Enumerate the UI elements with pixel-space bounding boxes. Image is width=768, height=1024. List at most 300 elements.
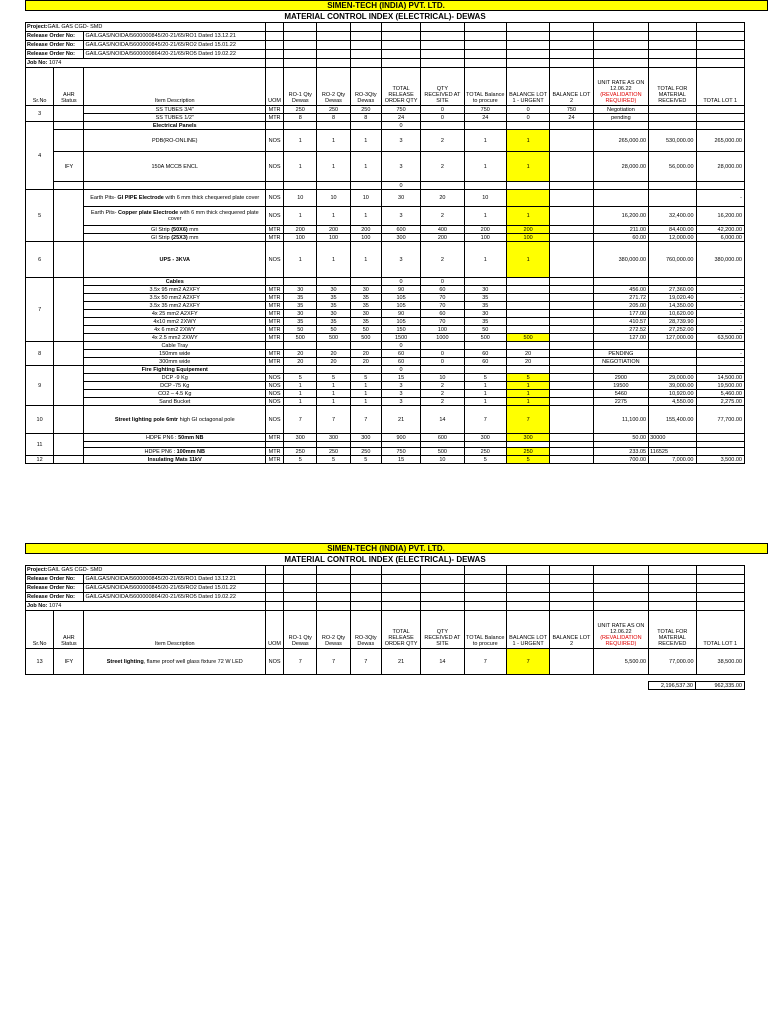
cell-description: SS TUBES 3/4"	[84, 106, 266, 114]
desc-prefix: Earth Pits-	[90, 195, 118, 201]
cell-lot1: 0	[506, 106, 549, 114]
col-balance-lot2: BALANCE LOT 2	[550, 68, 593, 106]
cell-uom: MTR	[266, 334, 284, 342]
cell-unit-rate: 5,500.00	[593, 649, 648, 675]
cell-ro3: 1	[350, 152, 381, 182]
cell-total-lot1: 38,500.00	[696, 649, 745, 675]
table-row	[26, 326, 745, 334]
cell-ro2: 1	[317, 382, 350, 390]
cell-total-received: 4,550.00	[649, 398, 696, 406]
cell-unit-rate: 127.00	[593, 334, 648, 342]
cell-ro2: 1	[317, 390, 350, 398]
cell-total-release: 1500	[381, 334, 420, 342]
sheet-title: MATERIAL CONTROL INDEX (ELECTRICAL)- DEWAS	[284, 12, 486, 21]
cell-qty-received: 2	[421, 382, 464, 390]
cell-ahr: IFY	[54, 152, 84, 182]
col-ro3: RO-3Qty Dewas	[350, 68, 381, 106]
cell-uom: NOS	[266, 130, 284, 152]
table-row	[26, 190, 745, 207]
table-row	[26, 278, 745, 286]
cell-qty-received: 2	[421, 390, 464, 398]
release-order-value: GAILGAS/NOIDA/5600000845/20-21/65/RO1 Dated 13.12.21	[84, 575, 266, 584]
cell-total-received: 12,000.00	[649, 234, 696, 242]
cell-total-lot1: 3,500.00	[696, 456, 745, 464]
cell-total-release: 3	[381, 130, 420, 152]
cell-lot1: 1	[506, 242, 549, 278]
cell-total-balance: 30	[464, 286, 506, 294]
col-description: Item Description	[84, 611, 266, 649]
cell-ro1: 1	[284, 390, 317, 398]
col-total-received: TOTAL FOR MATERIAL RECEIVED	[649, 68, 696, 106]
cell-total-release: 21	[381, 649, 420, 675]
cell-srno: 9	[26, 366, 54, 406]
cell-unit-rate: 272.52	[593, 326, 648, 334]
cell-uom: MTR	[266, 294, 284, 302]
cell-uom: MTR	[266, 310, 284, 318]
cell-lot1: 100	[506, 234, 549, 242]
cell-total-balance: 35	[464, 302, 506, 310]
cell-unit-rate: 233.05	[593, 448, 648, 456]
release-order-value: GAILGAS/NOIDA/5600000845/20-21/65/RO2 Dated 15.01.22	[84, 584, 266, 593]
sheet-title: MATERIAL CONTROL INDEX (ELECTRICAL)- DEWAS	[284, 555, 486, 564]
job-label: Job No:	[27, 603, 48, 609]
cell-uom: NOS	[266, 207, 284, 226]
cell-ro1: 250	[284, 448, 317, 456]
cell-uom: MTR	[266, 456, 284, 464]
cell-qty-received: 100	[421, 326, 464, 334]
cell-qty-received: 0	[421, 350, 464, 358]
cell-total-balance: 250	[464, 448, 506, 456]
cell-qty-received: 2	[421, 398, 464, 406]
company-name: SIMEN-TECH (INDIA) PVT. LTD.	[327, 1, 445, 10]
cell-uom: MTR	[266, 318, 284, 326]
cell-lot1: 0	[506, 114, 549, 122]
cell-total-received: 77,000.00	[649, 649, 696, 675]
cell-srno: 7	[26, 278, 54, 342]
cell-qty-received: 70	[421, 318, 464, 326]
cell-total-lot1: 63,500.00	[696, 334, 745, 342]
cell-unit-rate: NEGOTIATION	[593, 358, 648, 366]
column-header-row	[26, 68, 745, 106]
col-uom: UOM	[266, 68, 284, 106]
release-order-label: Release Order No:	[26, 584, 84, 593]
cell-total-received: 30000	[649, 434, 696, 442]
cell-ro2: 250	[317, 106, 350, 114]
cell-total-release: 600	[381, 226, 420, 234]
cell-unit-rate: pending	[593, 114, 648, 122]
table-row	[26, 114, 745, 122]
cell-lot1: 250	[506, 448, 549, 456]
cell-total-balance: 1	[464, 382, 506, 390]
cell-unit-rate: 19500	[593, 382, 648, 390]
cell-total-release: 900	[381, 434, 420, 442]
project-label: Project:	[27, 567, 48, 573]
cell-unit-rate: 50.00	[593, 434, 648, 442]
cell-unit-rate: 700.00	[593, 456, 648, 464]
cell-unit-rate: 177.00	[593, 310, 648, 318]
cell-total-lot1: 28,000.00	[696, 152, 745, 182]
cell-unit-rate: 5460	[593, 390, 648, 398]
cell-unit-rate: 456.00	[593, 286, 648, 294]
cell-total-received: 530,000.00	[649, 130, 696, 152]
table-row	[26, 106, 745, 114]
table-row	[26, 366, 745, 374]
cell-description: Sand Bucket	[84, 398, 266, 406]
cell-qty-received: 200	[421, 234, 464, 242]
cell-total-lot1: 2,275.00	[696, 398, 745, 406]
cell-qty-received: 2	[421, 152, 464, 182]
cell-unit-rate: 410.57	[593, 318, 648, 326]
cell-qty-received: 10	[421, 374, 464, 382]
cell-total-received: 116525	[649, 448, 696, 456]
cell-ro3: 250	[350, 448, 381, 456]
cell-uom: MTR	[266, 448, 284, 456]
title-row	[25, 11, 768, 22]
release-order-row	[26, 32, 745, 41]
release-order-value: GAILGAS/NOIDA/5600000864/20-21/65/RO5 Dated 19.02.22	[84, 50, 266, 59]
column-header-row	[26, 611, 745, 649]
cell-uom: NOS	[266, 382, 284, 390]
desc-suffix: mm	[187, 226, 199, 233]
cell-uom: NOS	[266, 398, 284, 406]
cell-total-lot1: -	[696, 190, 745, 207]
cell-ro2: 1	[317, 152, 350, 182]
cell-description: SS TUBES 1/2"	[84, 114, 266, 122]
table-row	[26, 242, 745, 278]
cell-total-received: 84,400.00	[649, 226, 696, 234]
col-total-balance: TOTAL Balance to procure	[464, 68, 506, 106]
cell-ro1: 8	[284, 114, 317, 122]
cell-qty-received: 400	[421, 226, 464, 234]
cell-uom: NOS	[266, 390, 284, 398]
cell-ro2: 1	[317, 242, 350, 278]
cell-ro3: 35	[350, 302, 381, 310]
cell-qty-received: 20	[421, 190, 464, 207]
job-row	[26, 59, 745, 68]
cell-qty-received: 2	[421, 207, 464, 226]
cell-srno: 11	[26, 434, 54, 456]
cell-total-lot1: -	[696, 302, 745, 310]
cell-ro3: 50	[350, 326, 381, 334]
cell-lot2: 24	[550, 114, 593, 122]
cell-lot1: 7	[506, 649, 549, 675]
cell-ro1: 100	[284, 234, 317, 242]
project-value: GAIL GAS CGD- SMD	[47, 567, 103, 573]
cell-ro3: 7	[350, 406, 381, 434]
cell-description	[84, 226, 266, 234]
cell-ro3: 20	[350, 350, 381, 358]
cell-ro2: 200	[317, 226, 350, 234]
material-index-table	[25, 22, 745, 464]
material-index-table	[25, 565, 745, 675]
cell-unit-rate: 2900	[593, 374, 648, 382]
cell-total-balance: 300	[464, 434, 506, 442]
release-order-label: Release Order No:	[26, 593, 84, 602]
table-row	[26, 350, 745, 358]
cell-description: PDB(RO-ONLINE)	[84, 130, 266, 152]
cell-unit-rate: 28,000.00	[593, 152, 648, 182]
cell-total-lot1: -	[696, 358, 745, 366]
cell-ro2: 20	[317, 350, 350, 358]
cell-ro2: 50	[317, 326, 350, 334]
col-srno: Sr.No	[26, 611, 54, 649]
cell-ro1: 30	[284, 310, 317, 318]
cell-qty-received: 2	[421, 242, 464, 278]
cell-total-release: 60	[381, 358, 420, 366]
cell-ro3: 7	[350, 649, 381, 675]
cell-description: 3.5x 35 mm2 A2XFY	[84, 302, 266, 310]
cell-total-release: 3	[381, 152, 420, 182]
table-row	[26, 398, 745, 406]
cell-total-received: 32,400.00	[649, 207, 696, 226]
cell-ro2: 30	[317, 310, 350, 318]
cell-ro1: 500	[284, 334, 317, 342]
cell-lot1: 300	[506, 434, 549, 442]
cell-total-balance: 50	[464, 326, 506, 334]
col-ro2: RO-2 Qty Dewas	[317, 68, 350, 106]
cell-unit-rate: 380,000.00	[593, 242, 648, 278]
release-order-row	[26, 575, 745, 584]
table-row	[26, 382, 745, 390]
cell-lot1: 1	[506, 152, 549, 182]
release-order-label: Release Order No:	[26, 32, 84, 41]
cell-qty-received: 0	[421, 278, 464, 286]
desc-bold: Street lighting	[106, 658, 144, 665]
cell-ro1: 1	[284, 382, 317, 390]
release-order-label: Release Order No:	[26, 575, 84, 584]
table-row	[26, 406, 745, 434]
cell-description: 150mm wide	[84, 350, 266, 358]
cell-description	[84, 406, 266, 434]
desc-bold: Copper plate Electrode	[118, 210, 179, 216]
cell-total-balance: 750	[464, 106, 506, 114]
cell-total-release: 15	[381, 456, 420, 464]
cell-uom: NOS	[266, 406, 284, 434]
unit-rate-label: UNIT RATE AS ON 12.06.22	[597, 623, 645, 635]
cell-srno: 5	[26, 190, 54, 242]
cell-total-received: 14,350.00	[649, 302, 696, 310]
col-uom: UOM	[266, 611, 284, 649]
cell-total-received: 56,000.00	[649, 152, 696, 182]
project-label: Project:	[27, 24, 48, 30]
revalidation-note: (REVALIDATION REQUIRED)	[600, 92, 642, 104]
cell-total-release: 105	[381, 302, 420, 310]
cell-ro3: 1	[350, 390, 381, 398]
company-header-bar	[25, 0, 768, 11]
col-ro1: RO-1 Qty Dewas	[284, 611, 317, 649]
cell-total-balance: 500	[464, 334, 506, 342]
cell-ro2: 100	[317, 234, 350, 242]
cell-ro1: 10	[284, 190, 317, 207]
cell-total-release: 750	[381, 106, 420, 114]
cell-unit-rate: 265,000.00	[593, 130, 648, 152]
cell-ro3: 30	[350, 286, 381, 294]
desc-prefix: GI Strip	[151, 234, 172, 241]
grand-total-lot1: 962,335.00	[695, 681, 745, 690]
cell-description	[84, 190, 266, 207]
company-name: SIMEN-TECH (INDIA) PVT. LTD.	[327, 544, 445, 553]
cell-qty-received: 60	[421, 310, 464, 318]
cell-total-balance: 30	[464, 310, 506, 318]
cell-total-lot1: 5,460.00	[696, 390, 745, 398]
cell-total-release: 15	[381, 374, 420, 382]
cell-ro3: 5	[350, 374, 381, 382]
cell-ro2: 10	[317, 190, 350, 207]
cell-description: Insulating Mats 11kV	[84, 456, 266, 464]
cell-ro1: 30	[284, 286, 317, 294]
cell-srno: 4	[26, 122, 54, 190]
cell-description: 4x10 mm2 2XWY	[84, 318, 266, 326]
cell-qty-received: 600	[421, 434, 464, 442]
sheet-1	[25, 0, 768, 464]
title-row	[25, 554, 768, 565]
cell-uom: MTR	[266, 326, 284, 334]
table-row	[26, 182, 745, 190]
cell-uom: NOS	[266, 190, 284, 207]
cell-total-balance: 1	[464, 207, 506, 226]
table-row	[26, 122, 745, 130]
cell-uom: MTR	[266, 302, 284, 310]
cell-ro3: 200	[350, 226, 381, 234]
cell-total-lot1: 6,000.00	[696, 234, 745, 242]
cell-qty-received: 500	[421, 448, 464, 456]
table-row	[26, 390, 745, 398]
cell-total-release: 3	[381, 382, 420, 390]
table-row	[26, 374, 745, 382]
cell-description	[84, 207, 266, 226]
cell-ro3: 500	[350, 334, 381, 342]
cell-ro2: 7	[317, 406, 350, 434]
cell-total-release: 150	[381, 326, 420, 334]
cell-lot1: 200	[506, 226, 549, 234]
desc-suffix: mm	[187, 234, 199, 241]
table-row	[26, 302, 745, 310]
cell-ro1: 1	[284, 207, 317, 226]
cell-total-release: 90	[381, 310, 420, 318]
cell-qty-received: 0	[421, 106, 464, 114]
cell-uom: NOS	[266, 242, 284, 278]
cell-description: 4x 2.5 mm2 2XWY	[84, 334, 266, 342]
cell-lot1	[506, 190, 549, 207]
cell-unit-rate: 271.72	[593, 294, 648, 302]
cell-unit-rate: 205.00	[593, 302, 648, 310]
desc-suffix: , flame proof well glass fixture 72 W LED	[143, 658, 243, 665]
cell-total-balance: 1	[464, 398, 506, 406]
table-row	[26, 152, 745, 182]
desc-bold: Street lighting pole 6mtr	[114, 416, 179, 423]
cell-section-heading: Electrical Panels	[84, 122, 266, 130]
cell-ro3: 10	[350, 190, 381, 207]
project-row	[26, 23, 745, 32]
cell-description: 300mm wide	[84, 358, 266, 366]
cell-ro3: 35	[350, 318, 381, 326]
col-qty-received: QTY RECEIVED AT SITE	[421, 68, 464, 106]
cell-ro3: 30	[350, 310, 381, 318]
col-unit-rate	[593, 611, 648, 649]
project-value: GAIL GAS CGD- SMD	[47, 24, 103, 30]
cell-qty-received: 70	[421, 294, 464, 302]
col-total-balance: TOTAL Balance to procure	[464, 611, 506, 649]
cell-total-balance: 35	[464, 318, 506, 326]
cell-total-balance: 1	[464, 242, 506, 278]
desc-bold: (25X3)	[171, 234, 188, 241]
release-order-value: GAILGAS/NOIDA/5600000845/20-21/65/RO2 Dated 15.01.22	[84, 41, 266, 50]
cell-total-release: 3	[381, 390, 420, 398]
cell-unit-rate: 211.00	[593, 226, 648, 234]
col-balance-lot2: BALANCE LOT 2	[550, 611, 593, 649]
cell-total-balance: 24	[464, 114, 506, 122]
desc-suffix: with 6 mm thick chequered plate cover	[168, 210, 259, 222]
cell-total-received: 155,400.00	[649, 406, 696, 434]
cell-total-balance: 100	[464, 234, 506, 242]
cell-total-lot1: 19,500.00	[696, 382, 745, 390]
desc-bold: GI PIPE Electrode	[117, 195, 164, 201]
cell-uom: NOS	[266, 374, 284, 382]
cell-total-received: 760,000.00	[649, 242, 696, 278]
job-row	[26, 602, 745, 611]
cell-uom: MTR	[266, 106, 284, 114]
table-row	[26, 448, 745, 456]
col-ahr: AHR Status	[54, 68, 84, 106]
cell-qty-received: 60	[421, 286, 464, 294]
cell-total-release: 0	[381, 366, 420, 374]
cell-description: DCP -75 Kg	[84, 382, 266, 390]
cell-lot1: 5	[506, 374, 549, 382]
cell-lot1: 7	[506, 406, 549, 434]
cell-srno: 6	[26, 242, 54, 278]
cell-section-heading: Cable Tray	[84, 342, 266, 350]
cell-qty-received: 2	[421, 130, 464, 152]
cell-total-lot1: -	[696, 350, 745, 358]
cell-qty-received: 1000	[421, 334, 464, 342]
cell-total-release: 300	[381, 234, 420, 242]
table-row	[26, 130, 745, 152]
cell-total-received: 127,000.00	[649, 334, 696, 342]
cell-uom: NOS	[266, 649, 284, 675]
cell-lot1: 5	[506, 456, 549, 464]
cell-uom: MTR	[266, 114, 284, 122]
cell-description	[84, 234, 266, 242]
cell-description: 150A MCCB ENCL	[84, 152, 266, 182]
cell-total-balance: 5	[464, 456, 506, 464]
cell-ro1: 300	[284, 434, 317, 442]
table-row	[26, 649, 745, 675]
cell-total-release: 90	[381, 286, 420, 294]
cell-qty-received: 10	[421, 456, 464, 464]
cell-total-lot1: -	[696, 294, 745, 302]
cell-total-release: 750	[381, 448, 420, 456]
table-row	[26, 226, 745, 234]
cell-ro2: 35	[317, 302, 350, 310]
desc-suffix: high GI octagonal pole	[178, 416, 235, 423]
unit-rate-label: UNIT RATE AS ON 12.06.22	[597, 80, 645, 92]
cell-qty-received: 0	[421, 114, 464, 122]
cell-total-lot1: 265,000.00	[696, 130, 745, 152]
cell-ro3: 300	[350, 434, 381, 442]
cell-uom: MTR	[266, 350, 284, 358]
cell-ro3: 250	[350, 106, 381, 114]
cell-total-release: 3	[381, 207, 420, 226]
col-srno: Sr.No	[26, 68, 54, 106]
cell-description: CO2 – 4.5 Kg	[84, 390, 266, 398]
cell-qty-received: 0	[421, 358, 464, 366]
cell-lot1: 1	[506, 207, 549, 226]
cell-total-release: 0	[381, 342, 420, 350]
cell-total-release: 0	[381, 122, 420, 130]
col-qty-received: QTY RECEIVED AT SITE	[421, 611, 464, 649]
cell-total-received: 10,620.00	[649, 310, 696, 318]
cell-description	[84, 434, 266, 442]
